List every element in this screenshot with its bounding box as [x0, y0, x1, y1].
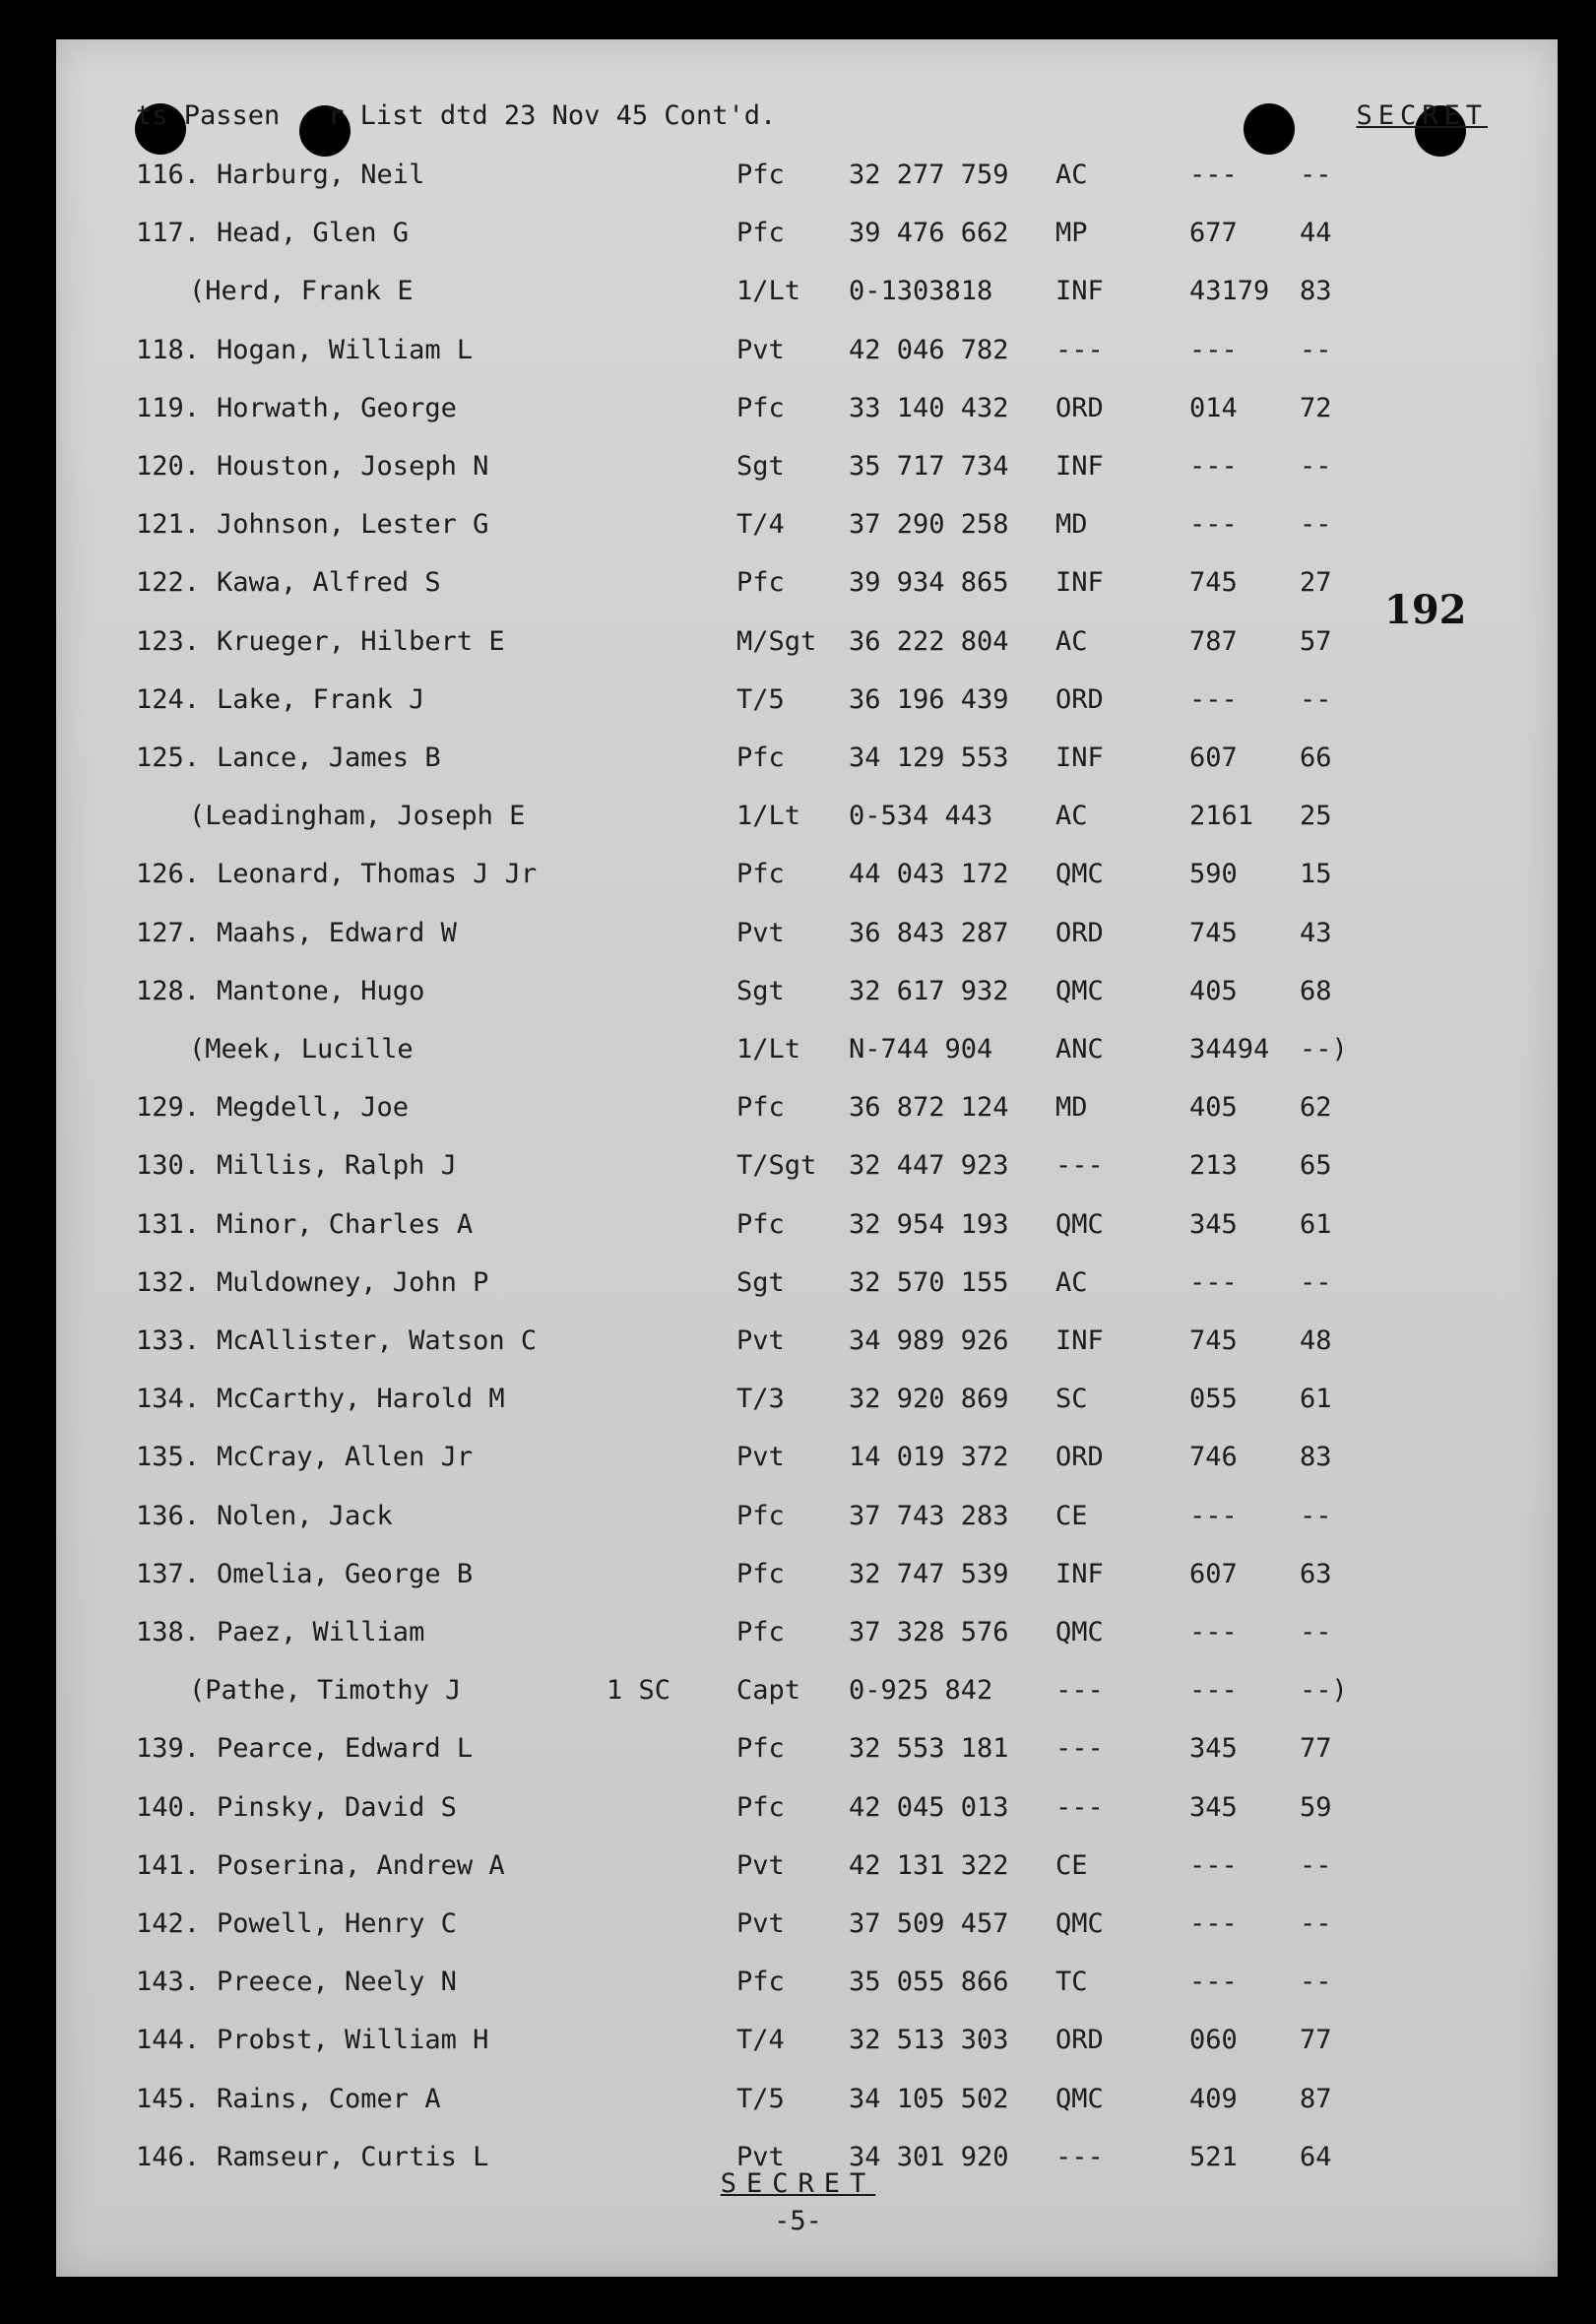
cell-last: --	[1300, 1501, 1332, 1531]
table-row	[0, 859, 1596, 914]
cell-rank: Capt	[736, 1675, 801, 1706]
cell-name: Pearce, Edward L	[217, 1733, 474, 1764]
cell-name: Houston, Joseph N	[217, 451, 489, 482]
cell-code: ---	[1189, 451, 1238, 482]
table-row	[0, 742, 1596, 798]
cell-name: Head, Glen G	[217, 218, 410, 248]
cell-name: Hogan, William L	[217, 335, 474, 365]
cell-name: Mantone, Hugo	[217, 976, 425, 1006]
cell-name: Muldowney, John P	[217, 1267, 489, 1298]
cell-last: 15	[1300, 859, 1332, 889]
cell-name: McCray, Allen Jr	[217, 1442, 474, 1472]
cell-num: 124.	[136, 684, 201, 715]
cell-branch: QMC	[1055, 1209, 1104, 1240]
table-row	[0, 276, 1596, 331]
cell-num: 116.	[136, 160, 201, 190]
cell-last: 27	[1300, 567, 1332, 598]
cell-branch: AC	[1055, 1267, 1088, 1298]
header-title: ts Passen r List dtd 23 Nov 45 Cont'd.	[136, 100, 777, 131]
cell-branch: ---	[1055, 1733, 1104, 1764]
cell-num: 118.	[136, 335, 201, 365]
table-row	[0, 1908, 1596, 1964]
cell-last: --	[1300, 335, 1332, 365]
cell-branch: INF	[1055, 1325, 1104, 1356]
table-row	[0, 684, 1596, 740]
cell-serial: 34 301 920	[849, 2142, 1009, 2172]
table-row	[0, 1034, 1596, 1089]
cell-rank: Pfc	[736, 742, 785, 773]
cell-last: 66	[1300, 742, 1332, 773]
cell-serial: 32 747 539	[849, 1559, 1009, 1589]
cell-branch: QMC	[1055, 2084, 1104, 2114]
cell-serial: 14 019 372	[849, 1442, 1009, 1472]
cell-rank: T/4	[736, 2025, 785, 2055]
cell-branch: CE	[1055, 1501, 1088, 1531]
cell-branch: ORD	[1055, 684, 1104, 715]
cell-last: --	[1300, 1267, 1332, 1298]
cell-num: 145.	[136, 2084, 201, 2114]
cell-code: 405	[1189, 1092, 1238, 1123]
cell-last: 68	[1300, 976, 1332, 1006]
cell-rank: 1/Lt	[736, 801, 801, 831]
table-row	[0, 393, 1596, 448]
cell-code: ---	[1189, 1675, 1238, 1706]
cell-rank: Pfc	[736, 1209, 785, 1240]
cell-serial: 36 222 804	[849, 626, 1009, 657]
cell-rank: Pvt	[736, 1908, 785, 1939]
cell-last: 62	[1300, 1092, 1332, 1123]
cell-num: 126.	[136, 859, 201, 889]
cell-last: --)	[1300, 1675, 1348, 1706]
cell-code: 409	[1189, 2084, 1238, 2114]
cell-name: (Pathe, Timothy J	[189, 1675, 462, 1706]
cell-num: 121.	[136, 509, 201, 540]
cell-last: 65	[1300, 1150, 1332, 1181]
cell-rank: Pfc	[736, 1501, 785, 1531]
cell-code: ---	[1189, 1617, 1238, 1647]
cell-rank: Pfc	[736, 567, 785, 598]
cell-rank: Sgt	[736, 451, 785, 482]
cell-serial: 0-1303818	[849, 276, 993, 306]
cell-num: 146.	[136, 2142, 201, 2172]
cell-rank: Pfc	[736, 160, 785, 190]
cell-name: (Herd, Frank E	[189, 276, 414, 306]
cell-branch: ---	[1055, 1675, 1104, 1706]
cell-name: Maahs, Edward W	[217, 918, 457, 948]
cell-num: 117.	[136, 218, 201, 248]
cell-branch: ANC	[1055, 1034, 1104, 1065]
cell-last: 48	[1300, 1325, 1332, 1356]
cell-last: 83	[1300, 276, 1332, 306]
table-row	[0, 1559, 1596, 1614]
cell-name: Leonard, Thomas J Jr	[217, 859, 538, 889]
cell-name: Minor, Charles A	[217, 1209, 474, 1240]
cell-code: ---	[1189, 1967, 1238, 1997]
cell-name: Paez, William	[217, 1617, 425, 1647]
table-row	[0, 918, 1596, 973]
cell-name: Krueger, Hilbert E	[217, 626, 505, 657]
cell-last: 59	[1300, 1792, 1332, 1823]
cell-num: 136.	[136, 1501, 201, 1531]
cell-branch: CE	[1055, 1850, 1088, 1881]
cell-rank: T/5	[736, 2084, 785, 2114]
cell-serial: 34 989 926	[849, 1325, 1009, 1356]
cell-branch: AC	[1055, 160, 1088, 190]
cell-branch: ---	[1055, 1792, 1104, 1823]
cell-rank: T/5	[736, 684, 785, 715]
cell-branch: QMC	[1055, 1908, 1104, 1939]
cell-num: 144.	[136, 2025, 201, 2055]
table-row	[0, 1209, 1596, 1264]
cell-name: Megdell, Joe	[217, 1092, 410, 1123]
cell-last: --	[1300, 160, 1332, 190]
cell-branch: INF	[1055, 451, 1104, 482]
cell-serial: 37 328 576	[849, 1617, 1009, 1647]
table-row	[0, 335, 1596, 390]
cell-rank: Pvt	[736, 2142, 785, 2172]
cell-serial: 36 196 439	[849, 684, 1009, 715]
cell-branch: ---	[1055, 335, 1104, 365]
cell-rank: Sgt	[736, 1267, 785, 1298]
cell-serial: 37 509 457	[849, 1908, 1009, 1939]
cell-rank: T/Sgt	[736, 1150, 817, 1181]
cell-code: 745	[1189, 918, 1238, 948]
table-row	[0, 1267, 1596, 1323]
cell-serial: 32 920 869	[849, 1384, 1009, 1414]
cell-num: 119.	[136, 393, 201, 423]
cell-code: 405	[1189, 976, 1238, 1006]
cell-rank: Pfc	[736, 218, 785, 248]
cell-rank: Pfc	[736, 859, 785, 889]
page-number: -5-	[774, 2206, 822, 2236]
cell-branch: AC	[1055, 626, 1088, 657]
cell-serial: 32 277 759	[849, 160, 1009, 190]
cell-last: 61	[1300, 1209, 1332, 1240]
cell-code: ---	[1189, 335, 1238, 365]
table-row	[0, 509, 1596, 564]
cell-last: --	[1300, 509, 1332, 540]
table-row	[0, 1792, 1596, 1847]
cell-last: 64	[1300, 2142, 1332, 2172]
cell-serial: 37 290 258	[849, 509, 1009, 540]
table-row	[0, 1325, 1596, 1381]
cell-name: Ramseur, Curtis L	[217, 2142, 489, 2172]
cell-name: Poserina, Andrew A	[217, 1850, 505, 1881]
cell-num: 139.	[136, 1733, 201, 1764]
cell-last: --)	[1300, 1034, 1348, 1065]
cell-last: 87	[1300, 2084, 1332, 2114]
table-row	[0, 1442, 1596, 1497]
cell-last: --	[1300, 1908, 1332, 1939]
cell-name: Omelia, George B	[217, 1559, 474, 1589]
stamp-number: 192	[1384, 587, 1467, 633]
cell-last: 77	[1300, 2025, 1332, 2055]
table-row	[0, 626, 1596, 681]
cell-last: --	[1300, 1617, 1332, 1647]
cell-num: 133.	[136, 1325, 201, 1356]
cell-last: 77	[1300, 1733, 1332, 1764]
cell-unit: 1 SC	[606, 1675, 671, 1706]
table-row	[0, 160, 1596, 215]
cell-name: Harburg, Neil	[217, 160, 425, 190]
cell-last: 83	[1300, 1442, 1332, 1472]
cell-num: 120.	[136, 451, 201, 482]
cell-branch: INF	[1055, 276, 1104, 306]
cell-rank: Pvt	[736, 1442, 785, 1472]
cell-name: Nolen, Jack	[217, 1501, 393, 1531]
cell-name: Johnson, Lester G	[217, 509, 489, 540]
table-row	[0, 1617, 1596, 1672]
cell-rank: Pfc	[736, 1617, 785, 1647]
cell-num: 125.	[136, 742, 201, 773]
cell-serial: 35 055 866	[849, 1967, 1009, 1997]
cell-branch: ORD	[1055, 2025, 1104, 2055]
cell-last: 72	[1300, 393, 1332, 423]
cell-code: 014	[1189, 393, 1238, 423]
cell-serial: 39 476 662	[849, 218, 1009, 248]
table-row	[0, 1384, 1596, 1439]
cell-serial: 44 043 172	[849, 859, 1009, 889]
cell-branch: INF	[1055, 1559, 1104, 1589]
cell-serial: 0-925 842	[849, 1675, 993, 1706]
cell-last: --	[1300, 1850, 1332, 1881]
cell-rank: T/4	[736, 509, 785, 540]
cell-num: 135.	[136, 1442, 201, 1472]
cell-name: Rains, Comer A	[217, 2084, 441, 2114]
cell-rank: Pfc	[736, 1792, 785, 1823]
table-row	[0, 1150, 1596, 1205]
cell-code: 345	[1189, 1792, 1238, 1823]
cell-last: 63	[1300, 1559, 1332, 1589]
cell-branch: ORD	[1055, 393, 1104, 423]
cell-branch: MP	[1055, 218, 1088, 248]
cell-code: 060	[1189, 2025, 1238, 2055]
cell-num: 127.	[136, 918, 201, 948]
table-row	[0, 567, 1596, 622]
cell-code: 787	[1189, 626, 1238, 657]
cell-last: 25	[1300, 801, 1332, 831]
cell-code: 677	[1189, 218, 1238, 248]
cell-num: 123.	[136, 626, 201, 657]
cell-code: 345	[1189, 1733, 1238, 1764]
cell-name: Powell, Henry C	[217, 1908, 457, 1939]
cell-rank: Pfc	[736, 1733, 785, 1764]
cell-num: 143.	[136, 1967, 201, 1997]
cell-num: 137.	[136, 1559, 201, 1589]
cell-name: Lance, James B	[217, 742, 441, 773]
cell-rank: Pvt	[736, 1850, 785, 1881]
cell-branch: ORD	[1055, 918, 1104, 948]
cell-serial: 33 140 432	[849, 393, 1009, 423]
footer-classification: SECRET	[720, 2168, 876, 2199]
cell-code: 2161	[1189, 801, 1254, 831]
cell-num: 129.	[136, 1092, 201, 1123]
cell-branch: QMC	[1055, 1617, 1104, 1647]
cell-code: ---	[1189, 684, 1238, 715]
cell-code: 521	[1189, 2142, 1238, 2172]
cell-code: 34494	[1189, 1034, 1270, 1065]
cell-branch: INF	[1055, 742, 1104, 773]
cell-branch: MD	[1055, 1092, 1088, 1123]
table-row	[0, 1967, 1596, 2022]
cell-code: ---	[1189, 1908, 1238, 1939]
cell-last: --	[1300, 684, 1332, 715]
cell-rank: Pvt	[736, 918, 785, 948]
table-row	[0, 976, 1596, 1031]
cell-rank: Pfc	[736, 1967, 785, 1997]
cell-code: 055	[1189, 1384, 1238, 1414]
table-row	[0, 2025, 1596, 2080]
cell-num: 142.	[136, 1908, 201, 1939]
cell-branch: MD	[1055, 509, 1088, 540]
cell-serial: 42 046 782	[849, 335, 1009, 365]
cell-serial: 32 447 923	[849, 1150, 1009, 1181]
cell-serial: 32 954 193	[849, 1209, 1009, 1240]
cell-num: 131.	[136, 1209, 201, 1240]
cell-num: 128.	[136, 976, 201, 1006]
cell-rank: Pfc	[736, 393, 785, 423]
cell-rank: Sgt	[736, 976, 785, 1006]
cell-serial: N-744 904	[849, 1034, 993, 1065]
cell-serial: 32 617 932	[849, 976, 1009, 1006]
cell-code: 607	[1189, 1559, 1238, 1589]
table-row	[0, 2084, 1596, 2139]
cell-num: 141.	[136, 1850, 201, 1881]
cell-branch: AC	[1055, 801, 1088, 831]
cell-name: Lake, Frank J	[217, 684, 425, 715]
cell-serial: 35 717 734	[849, 451, 1009, 482]
table-row	[0, 1501, 1596, 1556]
cell-serial: 34 105 502	[849, 2084, 1009, 2114]
cell-rank: M/Sgt	[736, 626, 817, 657]
cell-rank: Pvt	[736, 335, 785, 365]
cell-branch: QMC	[1055, 976, 1104, 1006]
cell-last: 61	[1300, 1384, 1332, 1414]
cell-last: --	[1300, 1967, 1332, 1997]
header-classification: SECRET	[1356, 100, 1488, 131]
cell-name: (Meek, Lucille	[189, 1034, 414, 1065]
cell-serial: 36 843 287	[849, 918, 1009, 948]
cell-code: ---	[1189, 160, 1238, 190]
cell-rank: Pvt	[736, 1325, 785, 1356]
cell-code: ---	[1189, 1501, 1238, 1531]
cell-serial: 36 872 124	[849, 1092, 1009, 1123]
cell-name: Horwath, George	[217, 393, 457, 423]
cell-code: 213	[1189, 1150, 1238, 1181]
cell-code: ---	[1189, 509, 1238, 540]
cell-rank: Pfc	[736, 1092, 785, 1123]
cell-num: 140.	[136, 1792, 201, 1823]
cell-name: Millis, Ralph J	[217, 1150, 457, 1181]
cell-num: 138.	[136, 1617, 201, 1647]
cell-rank: 1/Lt	[736, 276, 801, 306]
cell-rank: Pfc	[736, 1559, 785, 1589]
cell-code: 607	[1189, 742, 1238, 773]
cell-code: 745	[1189, 1325, 1238, 1356]
cell-num: 132.	[136, 1267, 201, 1298]
cell-serial: 0-534 443	[849, 801, 993, 831]
cell-last: 43	[1300, 918, 1332, 948]
cell-name: Probst, William H	[217, 2025, 489, 2055]
cell-code: 746	[1189, 1442, 1238, 1472]
table-row	[0, 1092, 1596, 1147]
cell-num: 134.	[136, 1384, 201, 1414]
cell-num: 130.	[136, 1150, 201, 1181]
cell-serial: 32 570 155	[849, 1267, 1009, 1298]
table-row	[0, 218, 1596, 273]
cell-code: 43179	[1189, 276, 1270, 306]
cell-name: Preece, Neely N	[217, 1967, 457, 1997]
cell-code: ---	[1189, 1850, 1238, 1881]
cell-serial: 37 743 283	[849, 1501, 1009, 1531]
cell-code: ---	[1189, 1267, 1238, 1298]
cell-name: (Leadingham, Joseph E	[189, 801, 526, 831]
table-row	[0, 1733, 1596, 1788]
cell-code: 590	[1189, 859, 1238, 889]
cell-serial: 42 131 322	[849, 1850, 1009, 1881]
cell-code: 745	[1189, 567, 1238, 598]
cell-branch: ---	[1055, 2142, 1104, 2172]
cell-rank: T/3	[736, 1384, 785, 1414]
cell-serial: 42 045 013	[849, 1792, 1009, 1823]
cell-rank: 1/Lt	[736, 1034, 801, 1065]
table-row	[0, 451, 1596, 506]
table-row	[0, 1850, 1596, 1905]
cell-num: 122.	[136, 567, 201, 598]
cell-serial: 34 129 553	[849, 742, 1009, 773]
cell-serial: 32 553 181	[849, 1733, 1009, 1764]
cell-serial: 32 513 303	[849, 2025, 1009, 2055]
cell-name: Kawa, Alfred S	[217, 567, 441, 598]
cell-serial: 39 934 865	[849, 567, 1009, 598]
table-row	[0, 1675, 1596, 1730]
cell-code: 345	[1189, 1209, 1238, 1240]
cell-last: 44	[1300, 218, 1332, 248]
cell-name: Pinsky, David S	[217, 1792, 457, 1823]
cell-branch: QMC	[1055, 859, 1104, 889]
cell-branch: SC	[1055, 1384, 1088, 1414]
cell-name: McCarthy, Harold M	[217, 1384, 505, 1414]
table-row	[0, 801, 1596, 856]
page-header	[136, 100, 1488, 140]
cell-name: McAllister, Watson C	[217, 1325, 538, 1356]
cell-branch: INF	[1055, 567, 1104, 598]
cell-branch: TC	[1055, 1967, 1088, 1997]
cell-branch: ---	[1055, 1150, 1104, 1181]
cell-branch: ORD	[1055, 1442, 1104, 1472]
cell-last: 57	[1300, 626, 1332, 657]
cell-last: --	[1300, 451, 1332, 482]
